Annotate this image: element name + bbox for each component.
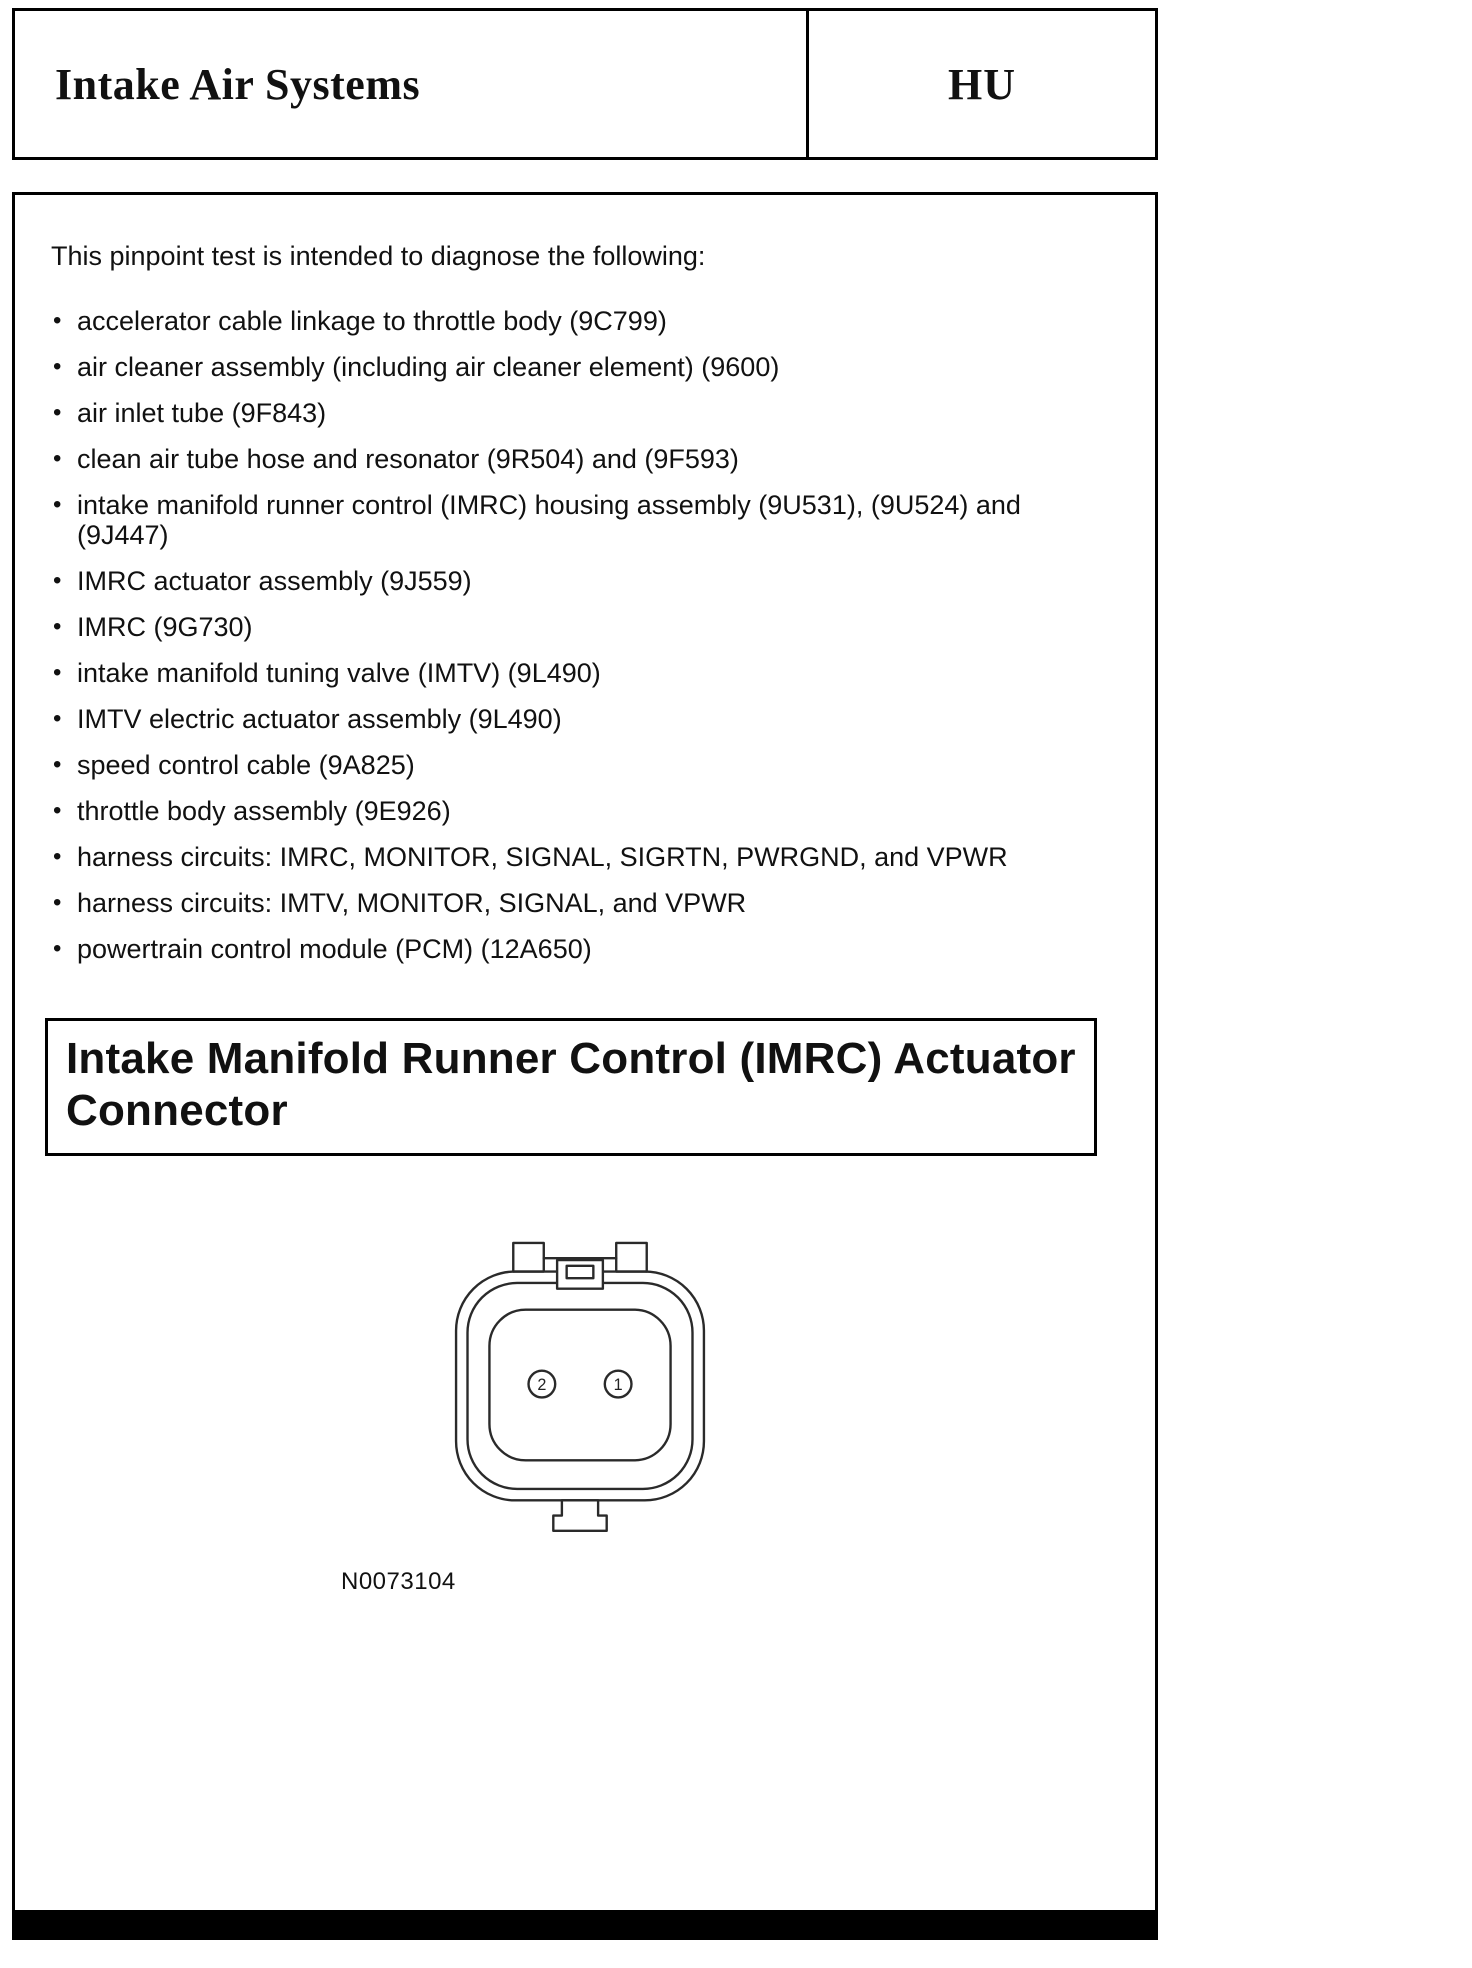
list-item-text: clean air tube hose and resonator (9R504) and (9F593): [77, 444, 739, 474]
list-item-text: intake manifold runner control (IMRC) housing assembly (9U531), (9U524) and (9J447): [77, 490, 1021, 550]
bullet-icon: •: [53, 353, 62, 380]
connector-outer-shell: [456, 1271, 704, 1500]
connector-bottom-tab: [553, 1500, 606, 1531]
connector-top-tab-left: [513, 1243, 544, 1272]
list-item: [51, 352, 1119, 382]
section-code: HU: [948, 59, 1016, 109]
list-item-text: harness circuits: IMTV, MONITOR, SIGNAL, and VPWR: [77, 888, 747, 918]
list-item-text: speed control cable (9A825): [77, 750, 415, 780]
bullet-icon: •: [53, 567, 62, 594]
list-item: [51, 566, 1119, 596]
list-item-text: IMTV electric actuator assembly (9L490): [77, 704, 562, 734]
list-item: [51, 750, 1119, 780]
list-item-text: accelerator cable linkage to throttle body (9C799): [77, 306, 667, 336]
pin-1-label: 1: [613, 1375, 623, 1394]
connector-cavity: [489, 1309, 670, 1460]
list-item-text: intake manifold tuning valve (IMTV) (9L490): [77, 658, 601, 688]
bullet-icon: •: [53, 307, 62, 334]
connector-top-tab-right: [616, 1243, 647, 1272]
list-item-text: harness circuits: IMRC, MONITOR, SIGNAL, SIGRTN, PWRGND, and VPWR: [77, 842, 1008, 872]
bullet-icon: •: [53, 705, 62, 732]
list-item-text: powertrain control module (PCM) (12A650): [77, 934, 592, 964]
bullet-icon: •: [53, 797, 62, 824]
bullet-icon: •: [53, 659, 62, 686]
section-heading: Intake Manifold Runner Control (IMRC) Actuator Connector: [66, 1034, 1076, 1135]
header-title-cell: [15, 11, 809, 157]
list-item-text: air inlet tube (9F843): [77, 398, 327, 428]
bullet-icon: •: [53, 613, 62, 640]
bullet-icon: •: [53, 889, 62, 916]
list-item: [51, 842, 1119, 872]
content-box: [12, 192, 1158, 1940]
list-item: [51, 888, 1119, 918]
page-header: [12, 8, 1158, 160]
list-item-text: IMRC (9G730): [77, 612, 253, 642]
bullet-icon: •: [53, 935, 62, 962]
connector-inner-shell: [468, 1283, 693, 1489]
bullet-icon: •: [53, 445, 62, 472]
list-item-text: throttle body assembly (9E926): [77, 796, 451, 826]
bullet-icon: •: [53, 399, 62, 426]
list-item-text: air cleaner assembly (including air cleaner element) (9600): [77, 352, 780, 382]
list-item: [51, 796, 1119, 826]
pin-2-label: 2: [537, 1375, 547, 1394]
list-item: [51, 612, 1119, 642]
list-item: [51, 704, 1119, 734]
connector-latch: [557, 1260, 603, 1289]
diagnosis-list: [51, 306, 1119, 964]
list-item: [51, 444, 1119, 474]
header-code-cell: [809, 11, 1155, 157]
bullet-icon: •: [53, 751, 62, 778]
list-item: [51, 934, 1119, 964]
intro-text: This pinpoint test is intended to diagnose the following:: [51, 241, 706, 271]
list-item: [51, 398, 1119, 428]
bullet-icon: •: [53, 843, 62, 870]
connector-figure: [41, 1220, 1119, 1596]
list-item: [51, 658, 1119, 688]
list-item: [51, 490, 1119, 550]
bullet-icon: •: [53, 491, 62, 518]
imrc-connector-diagram: [437, 1220, 723, 1550]
page-title: Intake Air Systems: [55, 59, 421, 109]
section-heading-box: [45, 1018, 1097, 1156]
list-item-text: IMRC actuator assembly (9J559): [77, 566, 472, 596]
figure-caption: N0073104: [341, 1567, 456, 1595]
list-item: [51, 306, 1119, 336]
